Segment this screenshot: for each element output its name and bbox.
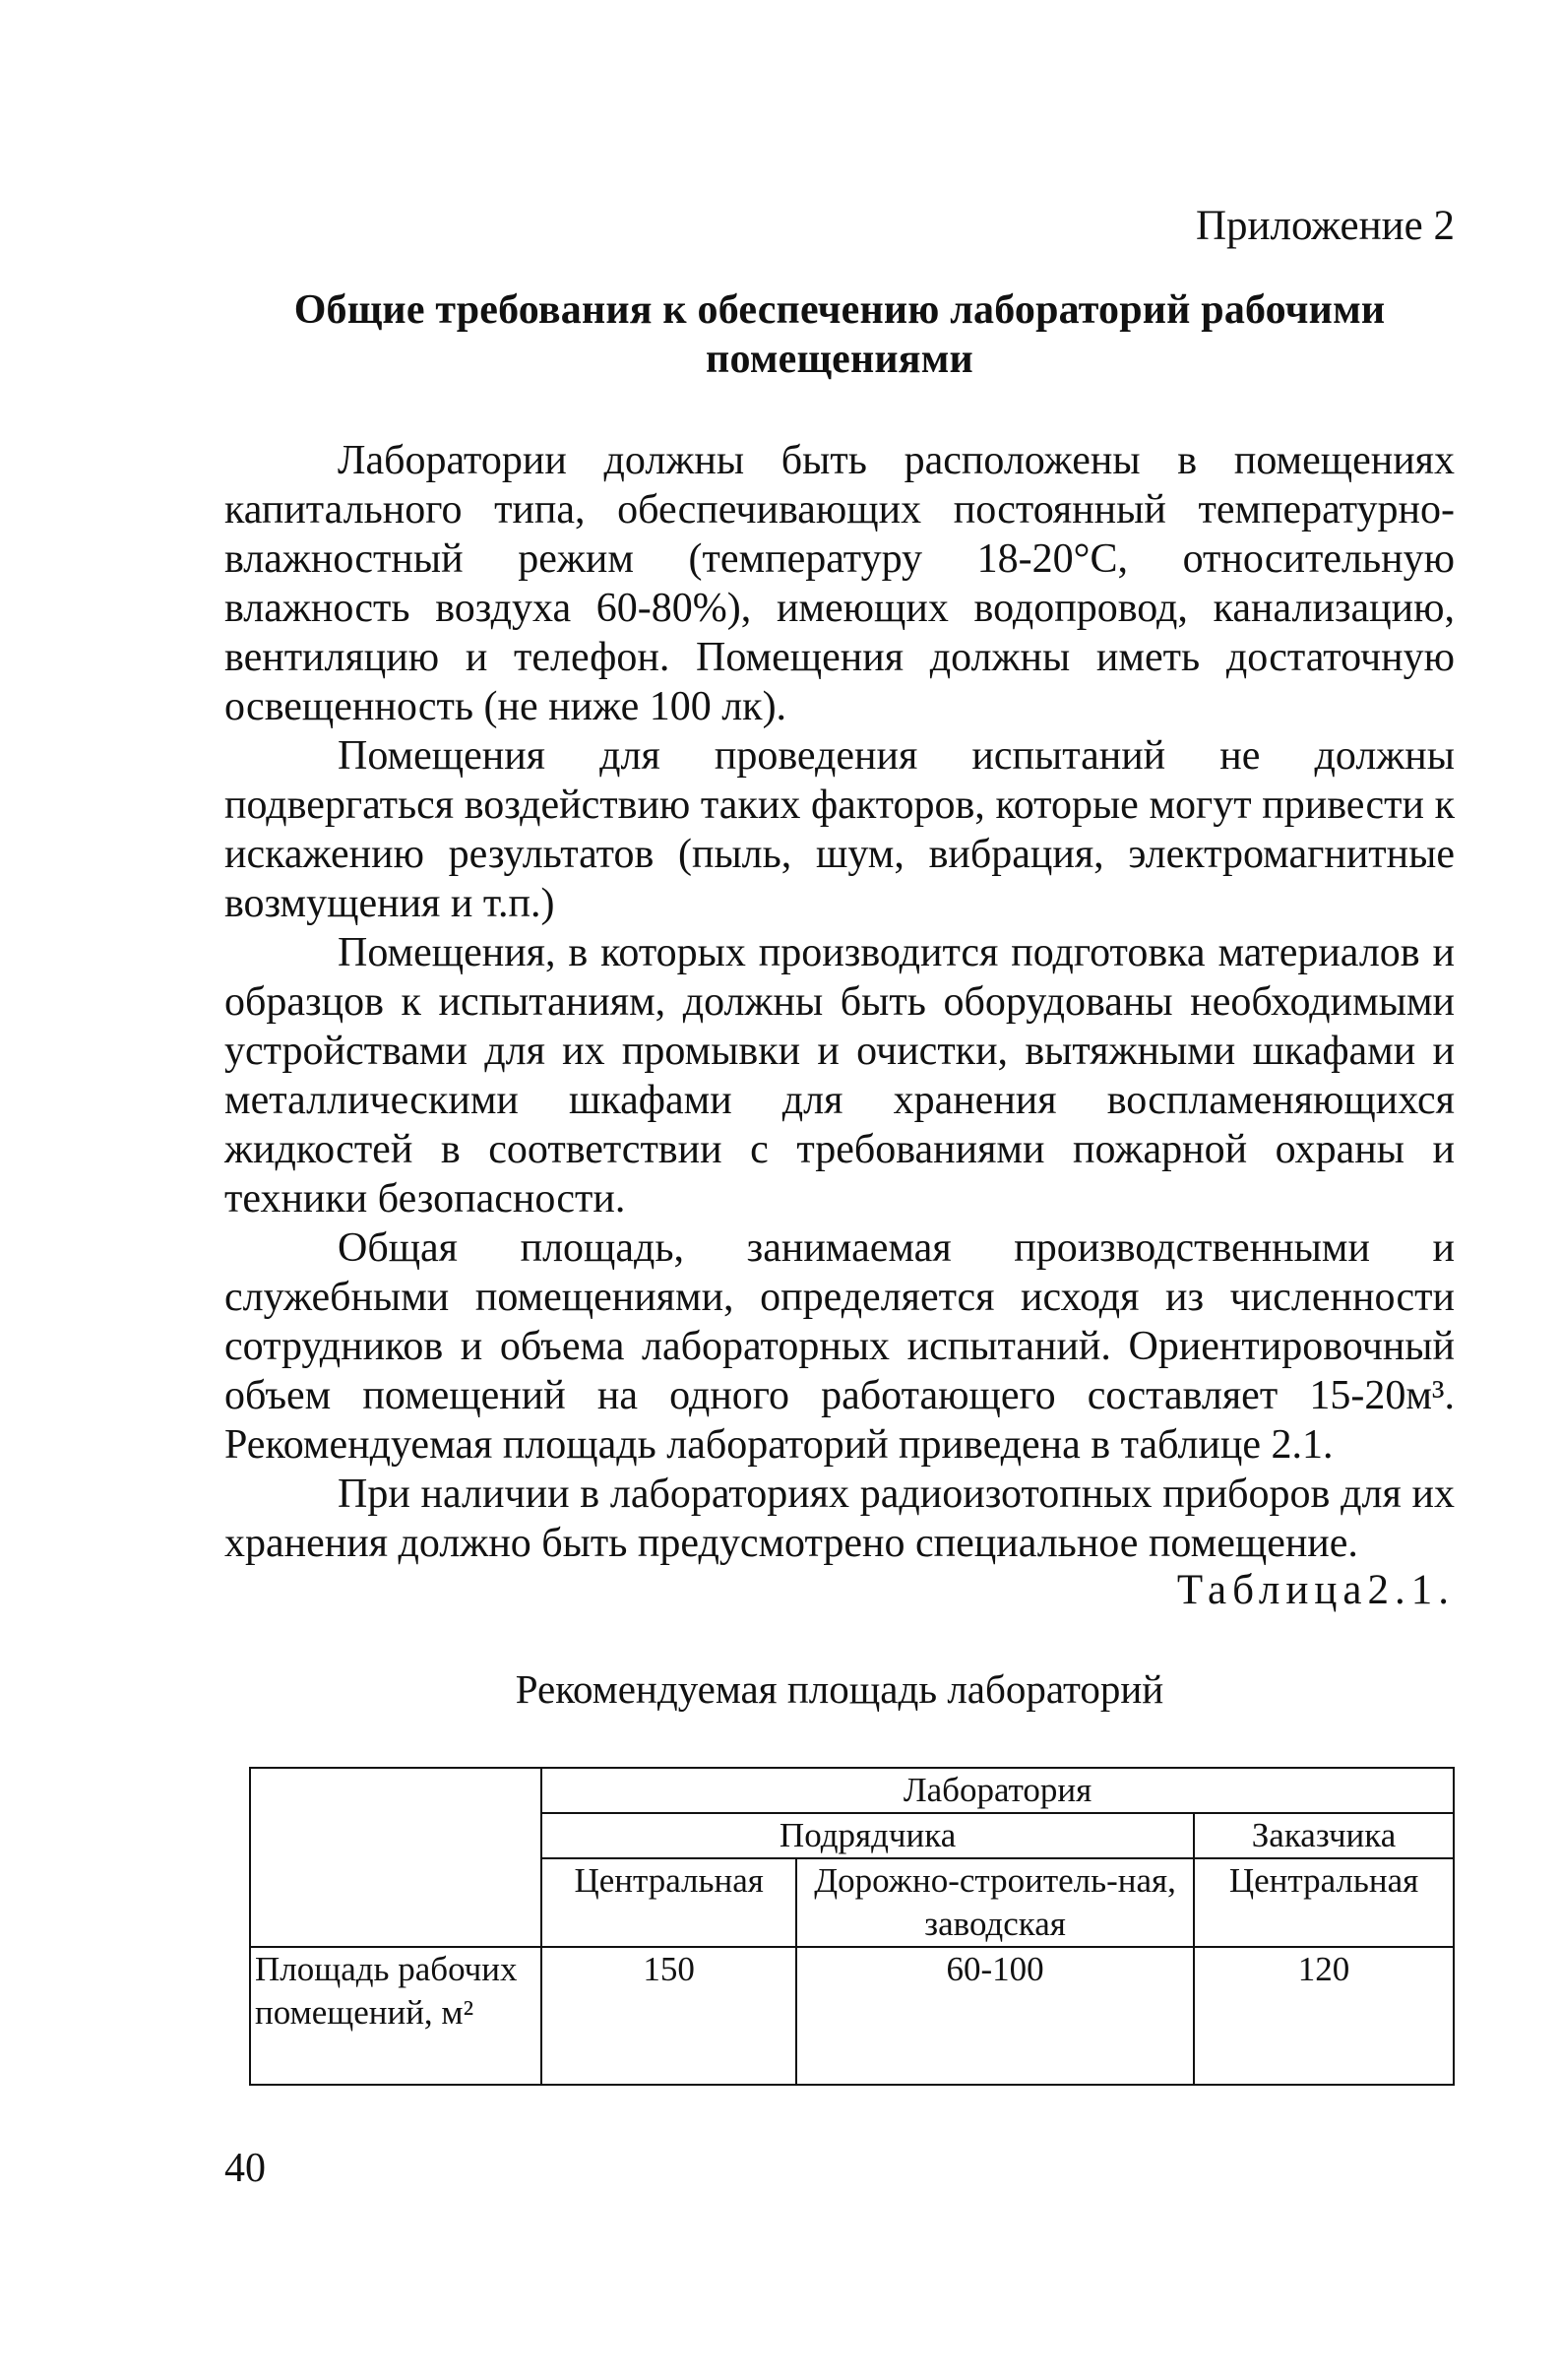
- header-customer: Заказчика: [1194, 1813, 1454, 1858]
- value-road-construction: 60-100: [796, 1947, 1194, 2085]
- header-laboratory: Лаборатория: [541, 1768, 1454, 1813]
- paragraph: Общая площадь, занимаемая производственными и служебными помещениями, определяется исходя из численности сотрудников и объема лабораторных испытаний. Ориентировочный объем помещений на одного работающего составляет 15-20м³. Рекомендуемая площадь лабораторий приведена в таблице 2.1.: [224, 1225, 1455, 1468]
- page-number: 40: [224, 2146, 266, 2191]
- paragraph: Помещения для проведения испытаний не должны подвергаться воздействию таких факторов, которые могут привести к искажению результатов (пыль, шум, вибрация, электромагнитные возмущения и т.п.): [224, 733, 1455, 926]
- paragraph: Лаборатории должны быть расположены в помещениях капитального типа, обеспечивающих постоянный температурно-влажностный режим (температуру 18-20°С, относительную влажность воздуха 60-80%), имеющих водопровод, канализацию, вентиляцию и телефон. Помещения должны иметь достаточную освещенность (не ниже 100 лк).: [224, 438, 1455, 729]
- document-title-line: помещениями: [706, 337, 973, 382]
- document-title: [224, 285, 1455, 384]
- table-label: Таблица2.1.: [1176, 1567, 1455, 1613]
- row-label-area: Площадь рабочих помещений, м²: [250, 1947, 541, 2085]
- header-contractor: Подрядчика: [541, 1813, 1194, 1858]
- table-corner-cell: [250, 1768, 541, 1947]
- table-container: [249, 1767, 1455, 2086]
- header-central-contractor: Центральная: [541, 1858, 796, 1947]
- table-caption: Рекомендуемая площадь лабораторий: [515, 1666, 1164, 1712]
- value-central-customer: 120: [1194, 1947, 1454, 2085]
- table-header-row: [250, 1768, 1454, 1813]
- value-central-contractor: 150: [541, 1947, 796, 2085]
- body-text: [224, 436, 1455, 1568]
- header-road-construction: Дорожно-строитель-ная, заводская: [796, 1858, 1194, 1947]
- header-central-customer: Центральная: [1194, 1858, 1454, 1947]
- document-title-line: Общие требования к обеспечению лабораторий рабочими: [293, 287, 1386, 333]
- lab-area-table: [249, 1767, 1455, 2086]
- appendix-label: Приложение 2: [1195, 203, 1455, 249]
- paragraph: Помещения, в которых производится подготовка материалов и образцов к испытаниям, должны быть оборудованы необходимыми устройствами для их промывки и очистки, вытяжными шкафами и металлическими шкафами для хранения воспламеняющихся жидкостей в соответствии с требованиями пожарной охраны и техники безопасности.: [224, 930, 1455, 1221]
- paragraph: При наличии в лабораториях радиоизотопных приборов для их хранения должно быть предусмотрено специальное помещение.: [224, 1472, 1455, 1566]
- table-row: [250, 1947, 1454, 2085]
